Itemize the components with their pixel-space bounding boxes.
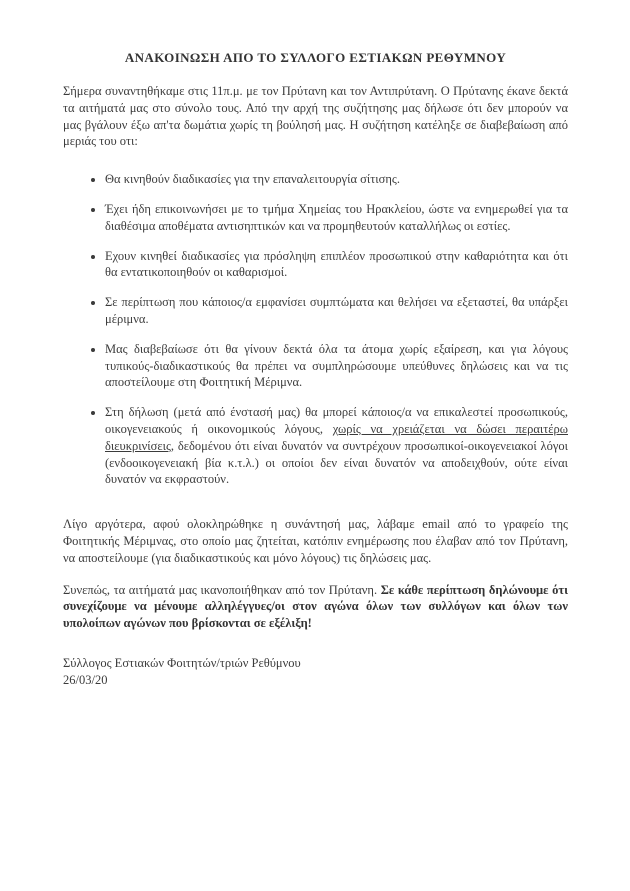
- bullet-item: [105, 201, 568, 235]
- closing-paragraph: [63, 582, 568, 632]
- bullet-item: [105, 248, 568, 282]
- signature-block: [63, 655, 568, 689]
- signature-organization: Σύλλογος Εστιακών Φοιτητών/τριών Ρεθύμνου: [63, 655, 301, 670]
- bullet-item: [105, 171, 568, 188]
- bullet-text-underlined: χωρίς να χρειάζεται να δώσει περαιτέρω διευκρινίσεις,: [105, 421, 568, 453]
- bullet-text: Σε περίπτωση που κάποιος/α εμφανίσει συμπτώματα και θελήσει να εξεταστεί, θα υπάρξει μέριμνα.: [105, 295, 568, 326]
- document-title: ΑΝΑΚΟΙΝΩΣΗ ΑΠΟ ΤΟ ΣΥΛΛΟΓΟ ΕΣΤΙΑΚΩΝ ΡΕΘΥΜΝΟΥ: [124, 50, 507, 65]
- bullet-list: [63, 171, 568, 488]
- bullet-text: Εχουν κινηθεί διαδικασίες για πρόσληψη επιπλέον προσωπικού στην καθαριότητα και ότι θα εντατικοποιηθούν οι καθαρισμοί.: [105, 248, 568, 280]
- closing-text-bold: Σε κάθε περίπτωση δηλώνουμε ότι συνεχίζουμε να μένουμε αλληλέγγυες/οι στον αγώνα όλων των συλλόγων και όλων των υπολοίπων αγώνων που βρίσκονται σε εξέλιξη!: [63, 582, 568, 631]
- bullet-item: [105, 341, 568, 391]
- bullet-item: [105, 404, 568, 488]
- bullet-text: Θα κινηθούν διαδικασίες για την επαναλειτουργία σίτισης.: [105, 172, 400, 187]
- bullet-text: Μας διαβεβαίωσε ότι θα γίνουν δεκτά όλα τα άτομα χωρίς εξαίρεση, και για λόγους τυπικούς-διαδικαστικούς θα πρέπει να συμπληρώσουμε υπεύθυνες δηλώσεις και να τις αποστείλουμε στη Φοιτητική Μέριμνα.: [105, 341, 568, 390]
- bullet-item: [105, 294, 568, 328]
- intro-paragraph: Σήμερα συναντηθήκαμε στις 11π.μ. με τον Πρύτανη και τον Αντιπρύτανη. Ο Πρύτανης έκανε δεκτά τα αιτήματά μας στο σύνολο τους. Από την αρχή της συζήτησης μας δήλωσε ότι δεν μπορούν να μας βγάλουν έξω απ'τα δωμάτια χωρίς τη βούλησή μας. Η συζήτηση κατέληξε σε διαβεβαίωση από μεριάς του οτι:: [63, 84, 568, 149]
- bullet-text: δεδομένου ότι είναι δυνατόν να συντρέχουν προσωπικοί-οικογενειακοί λόγοι (ενδοοικογενειακή βία κ.τ.λ.) οι οποίοι δεν είναι δυνατόν να αποδειχθούν, ούτε είναι δυνατόν να εκφραστούν.: [105, 438, 568, 487]
- bullet-text: Έχει ήδη επικοινωνήσει με το τμήμα Χημείας του Ηρακλείου, ώστε να ενημερωθεί για τα διαθέσιμα αποθέματα αντισηπτικών και να προμηθευτούν καταλλήλως οι εστίες.: [105, 201, 568, 233]
- bullet-text: Στη δήλωση (μετά από ένστασή μας) θα μπορεί κάποιος/α να επικαλεστεί προσωπικούς, οικογενειακούς ή οικονομικούς λόγους,: [105, 405, 568, 436]
- email-paragraph: Λίγο αργότερα, αφού ολοκληρώθηκε η συνάντησή μας, λάβαμε email από το γραφείο της Φοιτητικής Μέριμνας, στο οποίο μας ζητείται, κατόπιν ενημέρωσης που έλαβαν από τον Πρύτανη, να αποστείλουμε (για διαδικαστικούς και μόνο λόγους) τις δηλώσεις μας.: [63, 517, 568, 565]
- signature-date: 26/03/20: [63, 672, 108, 687]
- closing-text: Συνεπώς, τα αιτήματά μας ικανοποιήθηκαν από τον Πρύτανη.: [63, 582, 381, 597]
